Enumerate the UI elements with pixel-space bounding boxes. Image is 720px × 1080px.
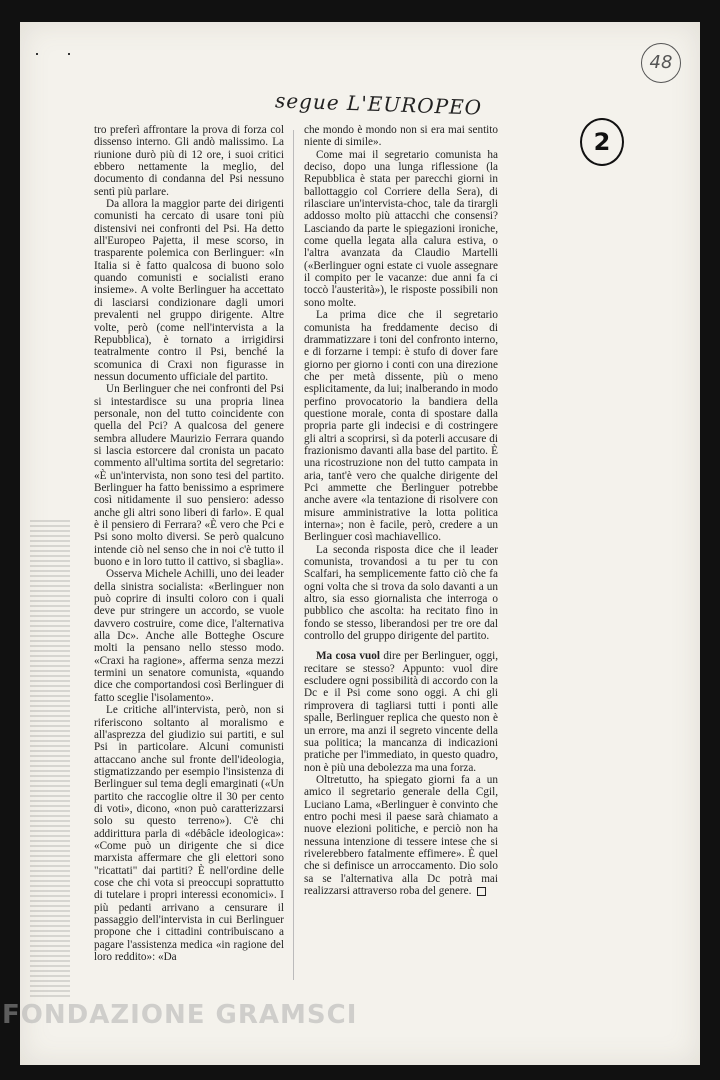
- end-of-article-mark: [477, 887, 486, 896]
- paragraph-text: dire per Berlinguer, oggi, recitare se stesso? Appunto: vuol dire escludere ogni possibilità di accordo con la Dc e il Psi come sono oggi. A chi gli rimprovera di tagliarsi tutti i ponti alle spalle, Berlinguer replica che questo non è un errore, ma anzi il segreto vincente della sua politica; la mancanza di indicazioni pratiche per l'immediato, in questo quadro, non è più una debolezza ma una forza.: [304, 650, 498, 774]
- paragraph: che mondo è mondo non si era mai sentito niente di simile».: [304, 124, 498, 149]
- scan-mark: [36, 53, 38, 55]
- paragraph: Da allora la maggior parte dei dirigenti comunisti ha cercato di usare toni più distensivi nei confronti del Psi. Ha detto all'Europeo Pajetta, il mese scorso, in trasparente polemica con Berlinguer: «In Italia si è fatto qualcosa di buono solo quando comunisti e socialisti erano insieme». A volte Berlinguer ha accettato di lasciarsi condizionare dagli umori prevalenti nel gruppo dirigente. Altre volte, però (come nell'intervista a la Repubblica), è tornato a irrigidirsi teatralmente contro il Psi, benché la scomunica di Craxi non figurasse in nessun documento ufficiale del partito.: [94, 198, 284, 383]
- section-lead-in: Ma cosa vuol: [316, 650, 380, 663]
- handwritten-header-note: segue L'EUROPEO: [274, 88, 483, 120]
- paragraph: La prima dice che il segretario comunista ha freddamente deciso di drammatizzare i toni del confronto interno, e di forzarne i tempi: è stufo di dover fare giorno per giorno i conti con una direzione che per metà dissente, più o meno esplicitamente, da lui; inalberando in modo perfino provocatorio la bandiera della questione morale, conta di spostare dalla propria parte gli indecisi e di costringere gli altri a scoprirsi, sì da poterli accusare di frazionismo davanti alla base del partito. È una ricostruzione non del tutto campata in aria, tant'è vero che qualche dirigente del Pci ammette che Berlinguer potrebbe anche avere «la tentazione di risolvere con misure amministrative la lotta politica interna»; non è facile, però, credere a un Berlinguer così machiavellico.: [304, 309, 498, 544]
- paragraph: Osserva Michele Achilli, uno dei leader della sinistra socialista: «Berlinguer non può coprire di insulti coloro con i quali deve pur stringere un accordo, se vuole davvero costruire, come dice, l'alternativa alla Dc». Anche alle Botteghe Oscure molti la pensano nello stesso modo. «Craxi ha ragione», afferma senza mezzi termini un senatore comunista, «quando dice che comportandosi così Berlinguer di fatto sceglie l'isolamento».: [94, 568, 284, 704]
- paragraph: [304, 774, 498, 897]
- article-column-left: [94, 124, 284, 963]
- archive-watermark: FONDAZIONE GRAMSCI: [2, 1000, 358, 1030]
- column-divider: [293, 130, 294, 980]
- paragraph: Come mai il segretario comunista ha deciso, dopo una lunga riflessione (la Repubblica è stata per parecchi giorni in ballottaggio col Corriere della Sera), di rilasciare un'intervista-choc, tale da tirargli addosso molto più attacchi che consensi? Lasciando da parte le spiegazioni ironiche, come quella legata alla calura estiva, o l'altra avanzata da Claudio Martelli («Berlinguer ogni estate ci vuole assegnare il compito per le vacanze: due anni fa ci toccò l'austerità»), le risposte possibili non sono molte.: [304, 148, 498, 309]
- paragraph: Un Berlinguer che nei confronti del Psi si intestardisce su una propria linea personale, non del tutto coincidente con quella del Pci? A qualcosa del genere sembra alludere Maurizio Ferrara quando si lascia estorcere dal cronista un pacato commento all'ultima sortita del segretario: «È un'intervista, non sono tesi del partito. Berlinguer ha fatto benissimo a esprimere così nitidamente il suo pensiero: adesso anche gli altri sono liberi di farlo». E qual è il pensiero di Ferrara? «È vero che Pci e Psi sono molto diversi. Se però qualcuno intende ciò nel senso che in noi c'è tutto il buono e in loro tutto il cattivo, si sbaglia».: [94, 383, 284, 569]
- paragraph: tro preferì affrontare la prova di forza col dissenso interno. Gli andò malissimo. La riunione durò più di 12 ore, i suoi critici ebbero nettamente la meglio, del documento di condanna del Psi nessuno sentì più parlare.: [94, 124, 284, 198]
- paragraph: Le critiche all'intervista, però, non si riferiscono soltanto al moralismo e all'asprezza del giudizio sui partiti, e sul Psi in particolare. Alcuni comunisti attaccano anche sul fronte dell'ideologia, stigmatizzando per esempio l'insistenza di Berlinguer sul tema degli emarginati («Un partito che raccoglie oltre il 30 per cento di voti», dicono, «non può caratterizzarsi solo su questo terreno»). C'è chi addirittura parla di «débâcle ideologica»: «Come può un dirigente che si dice marxista affermare che gli elettori sono "ricattati" dai partiti? È nell'ordine delle cose che chi vota si preoccupi soprattutto di tutelare i propri interessi economici». I più pedanti arrivano a censurare il passaggio dell'intervista in cui Berlinguer propone che i cittadini contribuiscano a pagare l'assistenza medica «in ragione del loro reddito»: «Da: [94, 704, 284, 964]
- scan-artifact: [30, 520, 70, 1000]
- article-column-right: [304, 124, 498, 897]
- scan-mark: [68, 53, 70, 55]
- paragraph: [304, 650, 498, 773]
- circled-section-number: 2: [580, 118, 624, 166]
- paragraph: La seconda risposta dice che il leader comunista, trovandosi a tu per tu con Scalfari, ha semplicemente fatto ciò che fa ogni volta che si trova da solo davanti a un altro, sia esso giornalista che interroga o pubblico che ascolta: ha recitato fino in fondo se stesso, liberandosi per tre ore dal controllo del gruppo dirigente del partito.: [304, 543, 498, 643]
- handwritten-page-number: 48: [641, 43, 681, 83]
- paragraph-text: Oltretutto, ha spiegato giorni fa a un amico il segretario generale della Cgil, Luciano Lama, «Berlinguer è convinto che entro pochi mesi il paese sarà chiamato a nuove elezioni politiche, e perciò non ha nessuna intenzione di tessere intese che si rivelerebbero fatalmente effimere». È quel che si definisce un arroccamento. Dio solo sa se l'alternativa alla Dc potrà mai realizzarsi attraverso roba del genere.: [304, 773, 498, 897]
